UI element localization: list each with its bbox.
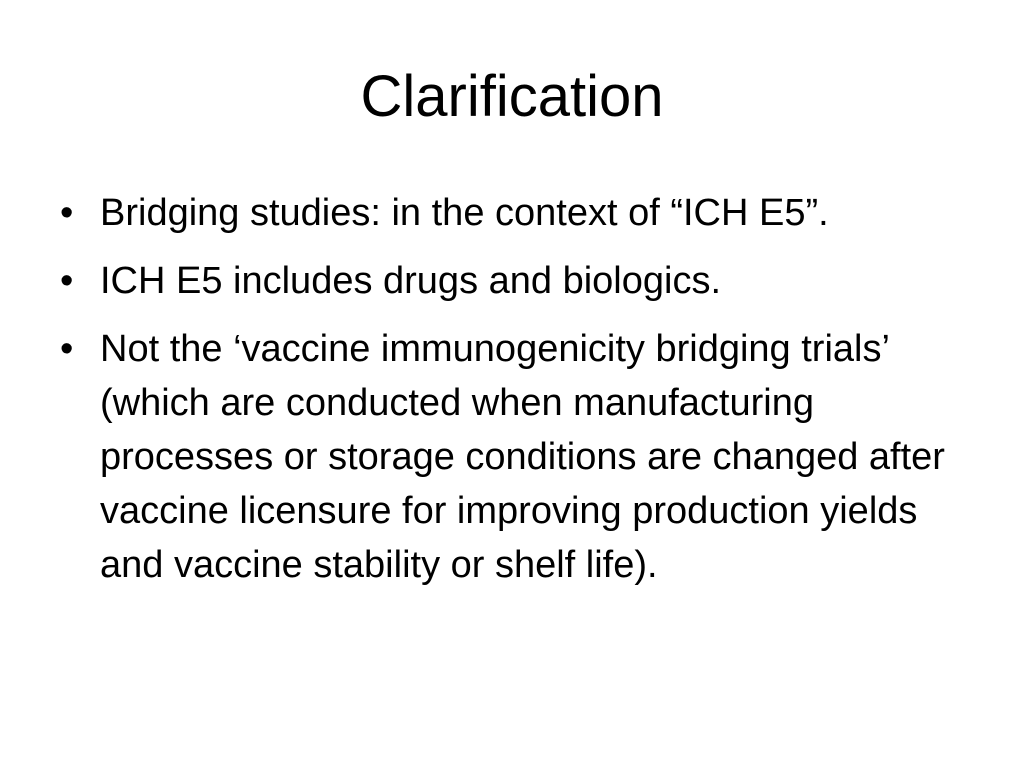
bullet-text: ICH E5 includes drugs and biologics. [100, 260, 722, 302]
bullet-list [60, 186, 990, 606]
slide-title: Clarification [360, 64, 664, 129]
bullet-item [60, 322, 990, 592]
bullet-marker: • [60, 328, 74, 370]
bullet-marker: • [60, 192, 74, 234]
bullet-marker: • [60, 260, 74, 302]
bullet-text: Bridging studies: in the context of “ICH E5”. [100, 192, 829, 234]
bullet-text: Not the ‘vaccine immunogenicity bridging trials’ (which are conducted when manufacturing processes or storage conditions are changed after vaccine licensure for improving production yields and vaccine stability or shelf life). [100, 328, 945, 586]
bullet-item [60, 254, 990, 308]
bullet-item [60, 186, 990, 240]
